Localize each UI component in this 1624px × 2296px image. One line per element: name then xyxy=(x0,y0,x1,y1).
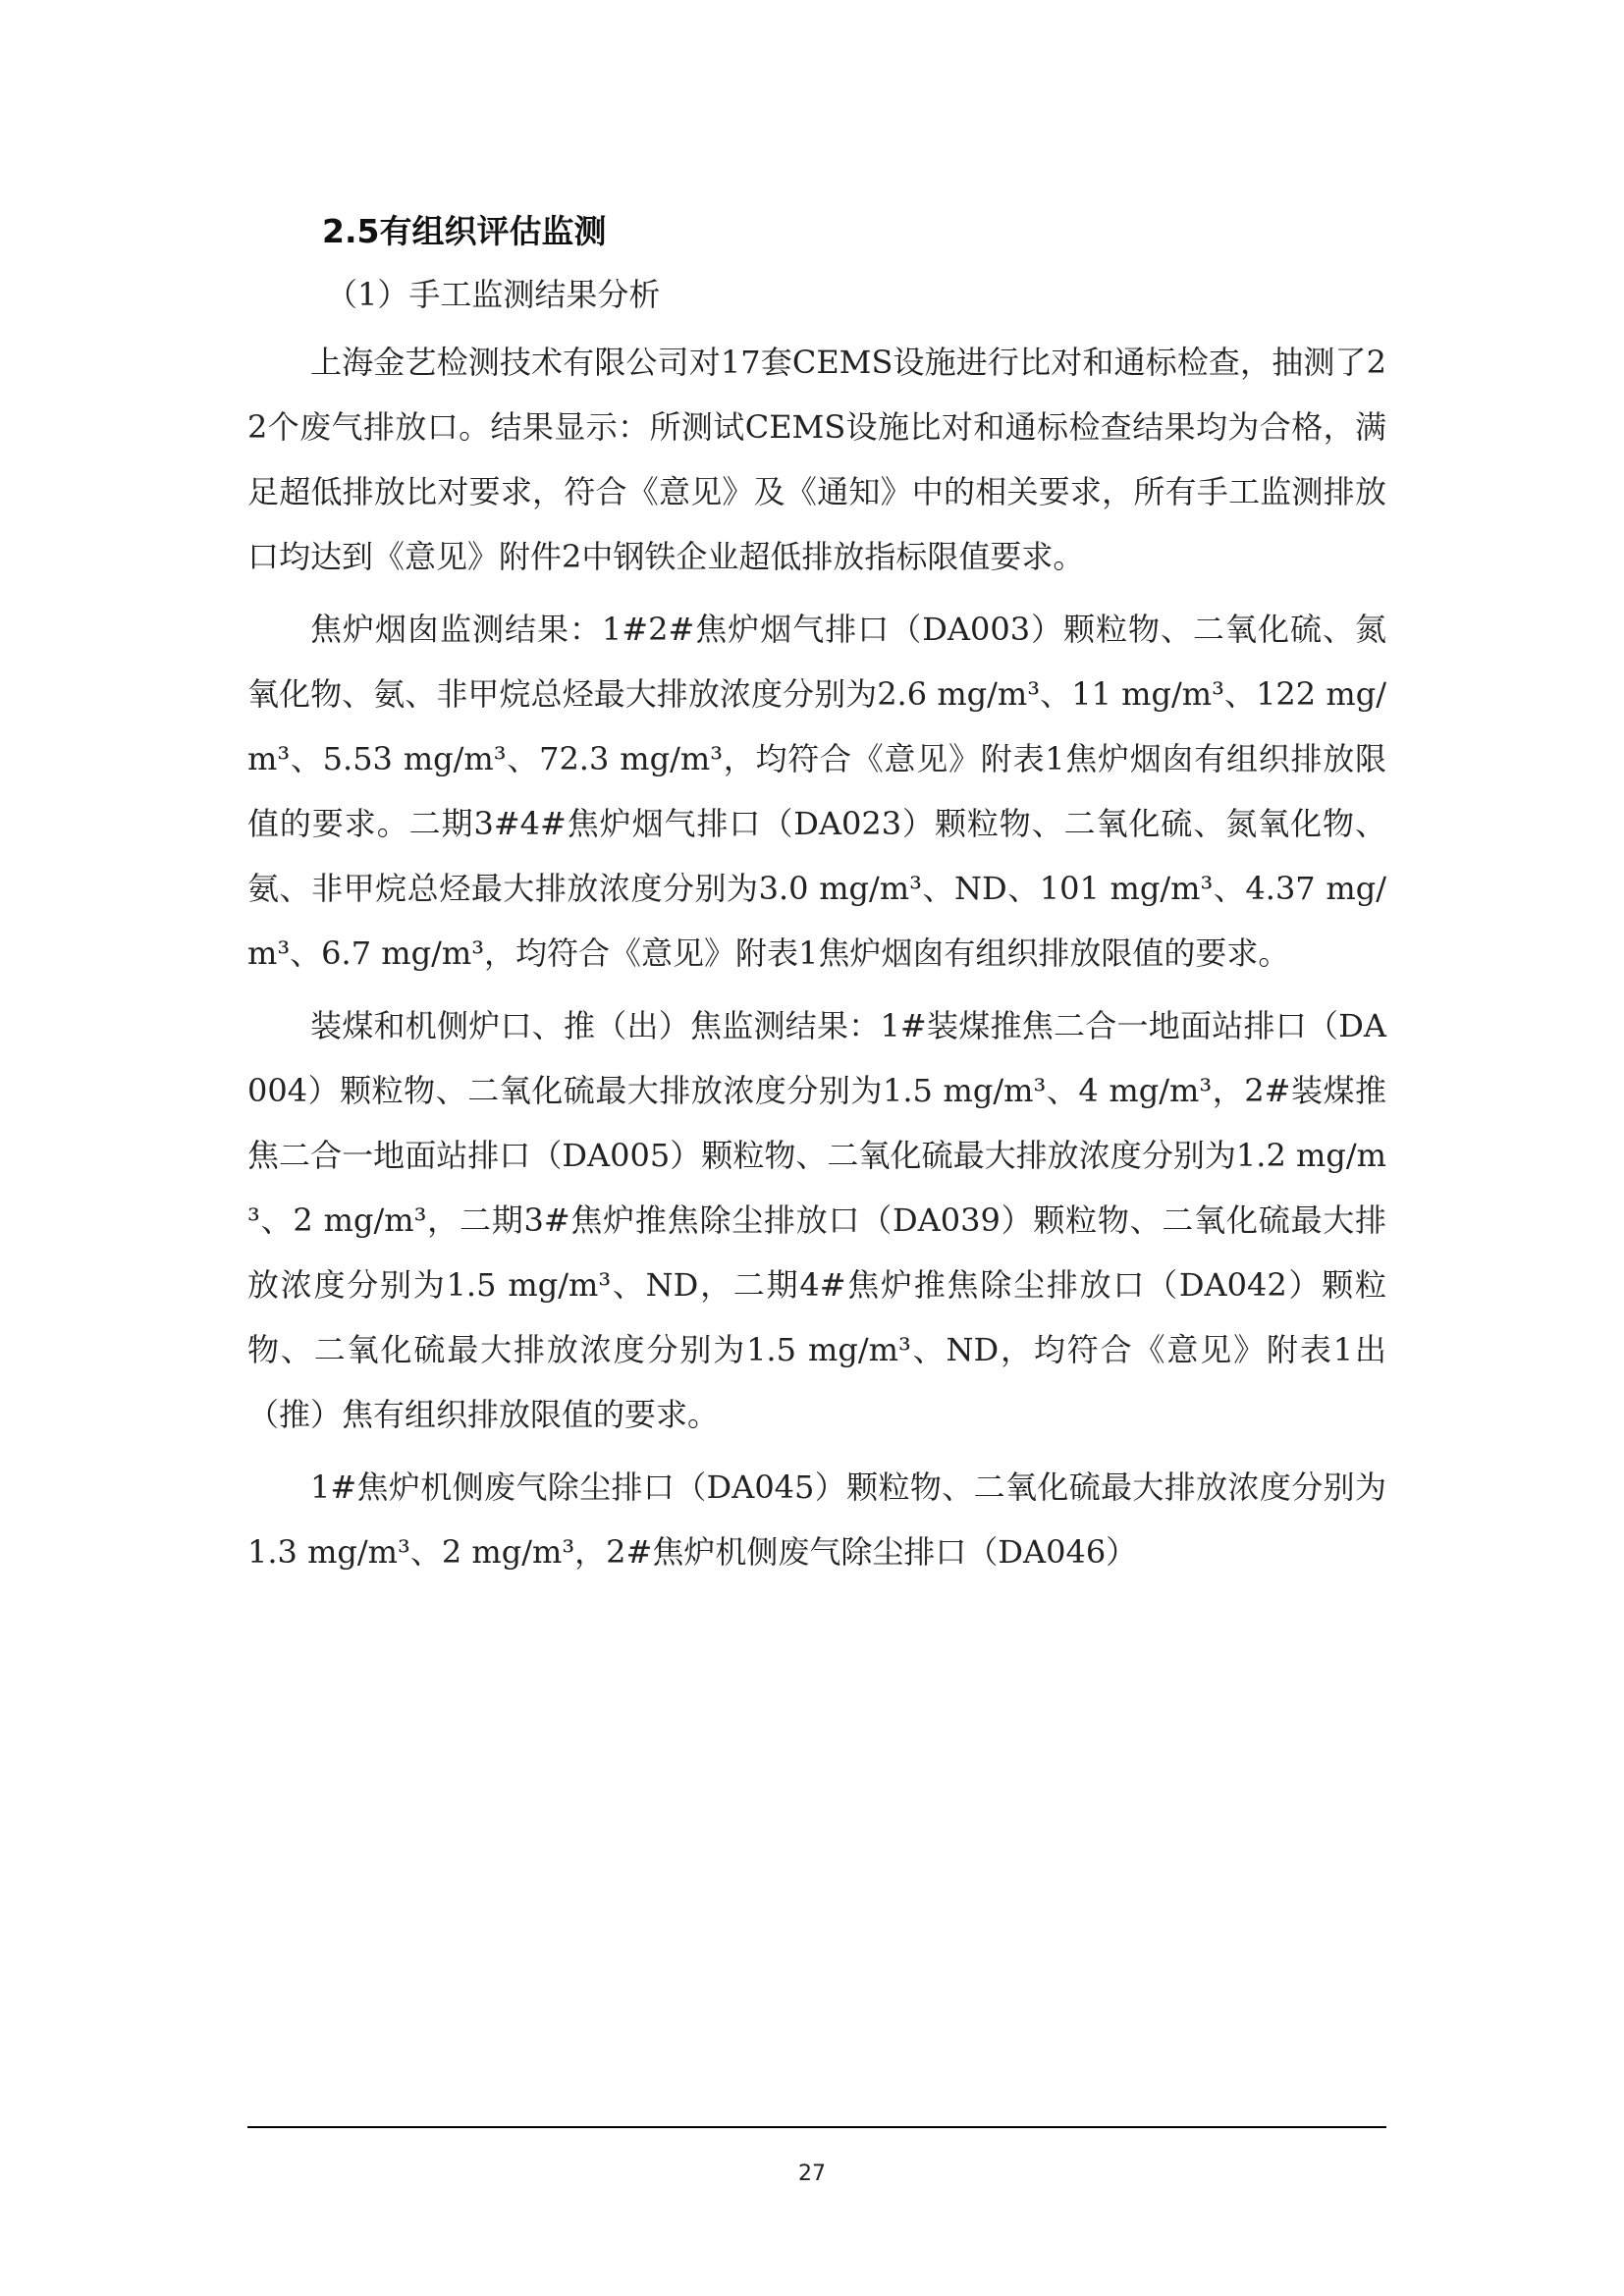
paragraph-coke-oven-chimney: 焦炉烟囱监测结果：1#2#焦炉烟气排口（DA003）颗粒物、二氧化硫、氮氧化物、氨、非甲烷总烃最大排放浓度分别为2.6 mg/m³、11 mg/m³、122 mg/m³、5.53 mg/m³、72.3 mg/m³，均符合《意见》附表1焦炉烟囱有组织排放限值的要求。二期3#4#焦炉烟气排口（DA023）颗粒物、二氧化硫、氮氧化物、氨、非甲烷总烃最大排放浓度分别为3.0 mg/m³、ND、101 mg/m³、4.37 mg/m³、6.7 mg/m³，均符合《意见》附表1焦炉烟囱有组织排放限值的要求。 xyxy=(247,611,1386,972)
section-heading: 2.5有组织评估监测 xyxy=(322,212,607,250)
page-number: 27 xyxy=(798,2162,826,2186)
subsection-heading: （1）手工监测结果分析 xyxy=(326,276,661,313)
page-content xyxy=(247,202,1386,1592)
footer-divider xyxy=(247,2126,1386,2128)
paragraph-cems-summary: 上海金艺检测技术有限公司对17套CEMS设施进行比对和通标检查，抽测了22个废气排放口。结果显示：所测试CEMS设施比对和通标检查结果均为合格，满足超低排放比对要求，符合《意见》及《通知》中的相关要求，所有手工监测排放口均达到《意见》附件2中钢铁企业超低排放指标限值要求。 xyxy=(247,344,1386,575)
paragraph-coal-charging-pushing: 装煤和机侧炉口、推（出）焦监测结果：1#装煤推焦二合一地面站排口（DA004）颗粒物、二氧化硫最大排放浓度分别为1.5 mg/m³、4 mg/m³，2#装煤推焦二合一地面站排口（DA005）颗粒物、二氧化硫最大排放浓度分别为1.2 mg/m³、2 mg/m³，二期3#焦炉推焦除尘排放口（DA039）颗粒物、二氧化硫最大排放浓度分别为1.5 mg/m³、ND，二期4#焦炉推焦除尘排放口（DA042）颗粒物、二氧化硫最大排放浓度分别为1.5 mg/m³、ND，均符合《意见》附表1出（推）焦有组织排放限值的要求。 xyxy=(247,1007,1386,1433)
paragraph-machine-side-dust: 1#焦炉机侧废气除尘排口（DA045）颗粒物、二氧化硫最大排放浓度分别为1.3 mg/m³、2 mg/m³，2#焦炉机侧废气除尘排口（DA046） xyxy=(247,1468,1386,1571)
